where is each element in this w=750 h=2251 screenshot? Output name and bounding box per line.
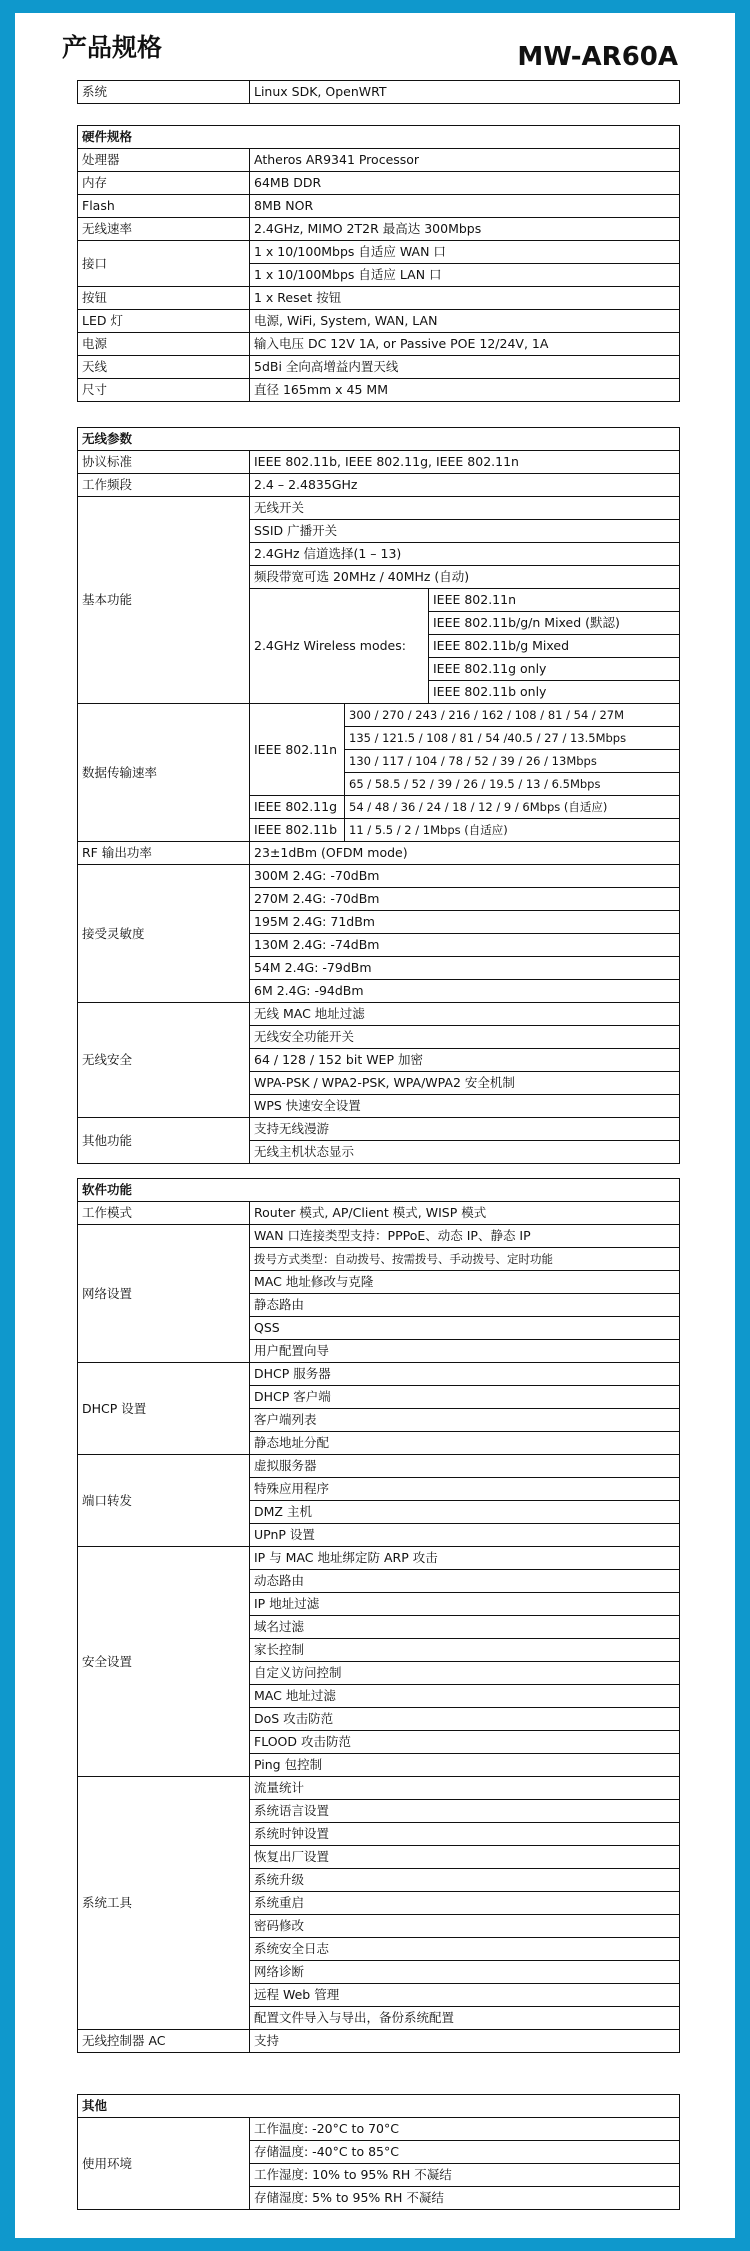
env-label: 使用环境	[78, 2118, 250, 2210]
network-label: 网络设置	[78, 1225, 250, 1363]
n-rate: 135 / 121.5 / 108 / 81 / 54 /40.5 / 27 / 13.5Mbps	[345, 727, 680, 750]
datarate-label: 数据传输速率	[78, 704, 250, 842]
other-table	[77, 2094, 680, 2210]
tools-item: 系统重启	[250, 1892, 680, 1915]
tools-item: 系统语言设置	[250, 1800, 680, 1823]
system-table	[77, 80, 680, 104]
ports-label: 接口	[78, 241, 250, 287]
tools-item: 流量统计	[250, 1777, 680, 1800]
ram-label: 内存	[78, 172, 250, 195]
tools-item: 配置文件导入与导出，备份系统配置	[250, 2007, 680, 2030]
wsecurity-item: 64 / 128 / 152 bit WEP 加密	[250, 1049, 680, 1072]
wireless-section-title: 无线参数	[78, 428, 680, 451]
forward-label: 端口转发	[78, 1455, 250, 1547]
ssecurity-item: IP 地址过滤	[250, 1593, 680, 1616]
forward-item: 特殊应用程序	[250, 1478, 680, 1501]
basic-item: SSID 广播开关	[250, 520, 680, 543]
flash-value: 8MB NOR	[250, 195, 680, 218]
software-section-title: 软件功能	[78, 1179, 680, 1202]
button-label: 按钮	[78, 287, 250, 310]
network-item: MAC 地址修改与克隆	[250, 1271, 680, 1294]
mode-label: 工作模式	[78, 1202, 250, 1225]
sensitivity-item: 6M 2.4G: -94dBm	[250, 980, 680, 1003]
forward-item: DMZ 主机	[250, 1501, 680, 1524]
sensitivity-item: 195M 2.4G: 71dBm	[250, 911, 680, 934]
tools-item: 网络诊断	[250, 1961, 680, 1984]
flash-label: Flash	[78, 195, 250, 218]
n-rate: 130 / 117 / 104 / 78 / 52 / 39 / 26 / 13Mbps	[345, 750, 680, 773]
other-section-title: 其他	[78, 2095, 680, 2118]
rate-value: 2.4GHz, MIMO 2T2R 最高达 300Mbps	[250, 218, 680, 241]
rf-value: 23±1dBm (OFDM mode)	[250, 842, 680, 865]
table-row	[78, 81, 680, 104]
tools-item: 密码修改	[250, 1915, 680, 1938]
env-item: 存储湿度: 5% to 95% RH 不凝结	[250, 2187, 680, 2210]
hardware-section-title: 硬件规格	[78, 126, 680, 149]
wsecurity-item: 无线安全功能开关	[250, 1026, 680, 1049]
rate-label: 无线速率	[78, 218, 250, 241]
wother-label: 其他功能	[78, 1118, 250, 1164]
software-table	[77, 1178, 680, 2053]
wsecurity-item: 无线 MAC 地址过滤	[250, 1003, 680, 1026]
tools-item: 系统时钟设置	[250, 1823, 680, 1846]
network-item: WAN 口连接类型支持：PPPoE、动态 IP、静态 IP	[250, 1225, 680, 1248]
n-rate: 300 / 270 / 243 / 216 / 162 / 108 / 81 / 54 / 27M	[345, 704, 680, 727]
tools-item: 系统升级	[250, 1869, 680, 1892]
page-title: 产品规格	[62, 33, 163, 62]
port-wan: 1 x 10/100Mbps 自适应 WAN 口	[250, 241, 680, 264]
sensitivity-item: 54M 2.4G: -79dBm	[250, 957, 680, 980]
antenna-label: 天线	[78, 356, 250, 379]
sensitivity-item: 270M 2.4G: -70dBm	[250, 888, 680, 911]
led-value: 电源, WiFi, System, WAN, LAN	[250, 310, 680, 333]
network-item: QSS	[250, 1317, 680, 1340]
dhcp-item: 客户端列表	[250, 1409, 680, 1432]
sensitivity-item: 130M 2.4G: -74dBm	[250, 934, 680, 957]
ssecurity-item: IP 与 MAC 地址绑定防 ARP 攻击	[250, 1547, 680, 1570]
system-label: 系统	[78, 81, 250, 104]
dhcp-item: DHCP 服务器	[250, 1363, 680, 1386]
env-item: 工作湿度: 10% to 95% RH 不凝结	[250, 2164, 680, 2187]
system-value: Linux SDK, OpenWRT	[250, 81, 680, 104]
ram-value: 64MB DDR	[250, 172, 680, 195]
port-lan: 1 x 10/100Mbps 自适应 LAN 口	[250, 264, 680, 287]
ssecurity-item: DoS 攻击防范	[250, 1708, 680, 1731]
b-rate: 11 / 5.5 / 2 / 1Mbps (自适应)	[345, 819, 680, 842]
dhcp-label: DHCP 设置	[78, 1363, 250, 1455]
mode-item: IEEE 802.11b/g Mixed	[429, 635, 680, 658]
env-item: 存储温度: -40°C to 85°C	[250, 2141, 680, 2164]
g-rate: 54 / 48 / 36 / 24 / 18 / 12 / 9 / 6Mbps (自适应)	[345, 796, 680, 819]
g-label: IEEE 802.11g	[250, 796, 345, 819]
mode-value: Router 模式, AP/Client 模式, WISP 模式	[250, 1202, 680, 1225]
protocol-label: 协议标准	[78, 451, 250, 474]
freq-value: 2.4 – 2.4835GHz	[250, 474, 680, 497]
env-item: 工作温度: -20°C to 70°C	[250, 2118, 680, 2141]
mode-item: IEEE 802.11b only	[429, 681, 680, 704]
wother-item: 无线主机状态显示	[250, 1141, 680, 1164]
network-item: 静态路由	[250, 1294, 680, 1317]
wother-item: 支持无线漫游	[250, 1118, 680, 1141]
antenna-value: 5dBi 全向高增益内置天线	[250, 356, 680, 379]
network-item: 拨号方式类型：自动拨号、按需拨号、手动拨号、定时功能	[250, 1248, 680, 1271]
power-label: 电源	[78, 333, 250, 356]
b-label: IEEE 802.11b	[250, 819, 345, 842]
wsecurity-item: WPA-PSK / WPA2-PSK, WPA/WPA2 安全机制	[250, 1072, 680, 1095]
hardware-table	[77, 125, 680, 402]
modes-label: 2.4GHz Wireless modes:	[250, 589, 429, 704]
n-label: IEEE 802.11n	[250, 704, 345, 796]
power-value: 输入电压 DC 12V 1A, or Passive POE 12/24V, 1A	[250, 333, 680, 356]
ac-value: 支持	[250, 2030, 680, 2053]
tools-item: 恢复出厂设置	[250, 1846, 680, 1869]
ssecurity-item: Ping 包控制	[250, 1754, 680, 1777]
network-item: 用户配置向导	[250, 1340, 680, 1363]
basic-label: 基本功能	[78, 497, 250, 704]
wsecurity-label: 无线安全	[78, 1003, 250, 1118]
cpu-label: 处理器	[78, 149, 250, 172]
model-name: MW-AR60A	[517, 42, 678, 72]
ssecurity-item: FLOOD 攻击防范	[250, 1731, 680, 1754]
size-value: 直径 165mm x 45 MM	[250, 379, 680, 402]
mode-item: IEEE 802.11g only	[429, 658, 680, 681]
ssecurity-label: 安全设置	[78, 1547, 250, 1777]
mode-item: IEEE 802.11n	[429, 589, 680, 612]
ssecurity-item: 家长控制	[250, 1639, 680, 1662]
sensitivity-label: 接受灵敏度	[78, 865, 250, 1003]
rf-label: RF 输出功率	[78, 842, 250, 865]
tools-label: 系统工具	[78, 1777, 250, 2030]
ssecurity-item: 自定义访问控制	[250, 1662, 680, 1685]
basic-item: 频段带宽可选 20MHz / 40MHz (自动)	[250, 566, 680, 589]
dhcp-item: DHCP 客户端	[250, 1386, 680, 1409]
freq-label: 工作频段	[78, 474, 250, 497]
dhcp-item: 静态地址分配	[250, 1432, 680, 1455]
ac-label: 无线控制器 AC	[78, 2030, 250, 2053]
ssecurity-item: 域名过滤	[250, 1616, 680, 1639]
ssecurity-item: 动态路由	[250, 1570, 680, 1593]
led-label: LED 灯	[78, 310, 250, 333]
cpu-value: Atheros AR9341 Processor	[250, 149, 680, 172]
basic-item: 无线开关	[250, 497, 680, 520]
forward-item: UPnP 设置	[250, 1524, 680, 1547]
n-rate: 65 / 58.5 / 52 / 39 / 26 / 19.5 / 13 / 6.5Mbps	[345, 773, 680, 796]
wireless-table	[77, 427, 680, 1164]
size-label: 尺寸	[78, 379, 250, 402]
tools-item: 远程 Web 管理	[250, 1984, 680, 2007]
mode-item: IEEE 802.11b/g/n Mixed (默認)	[429, 612, 680, 635]
protocol-value: IEEE 802.11b, IEEE 802.11g, IEEE 802.11n	[250, 451, 680, 474]
basic-item: 2.4GHz 信道选择(1 – 13)	[250, 543, 680, 566]
tools-item: 系统安全日志	[250, 1938, 680, 1961]
button-value: 1 x Reset 按钮	[250, 287, 680, 310]
forward-item: 虚拟服务器	[250, 1455, 680, 1478]
ssecurity-item: MAC 地址过滤	[250, 1685, 680, 1708]
sensitivity-item: 300M 2.4G: -70dBm	[250, 865, 680, 888]
wsecurity-item: WPS 快速安全设置	[250, 1095, 680, 1118]
